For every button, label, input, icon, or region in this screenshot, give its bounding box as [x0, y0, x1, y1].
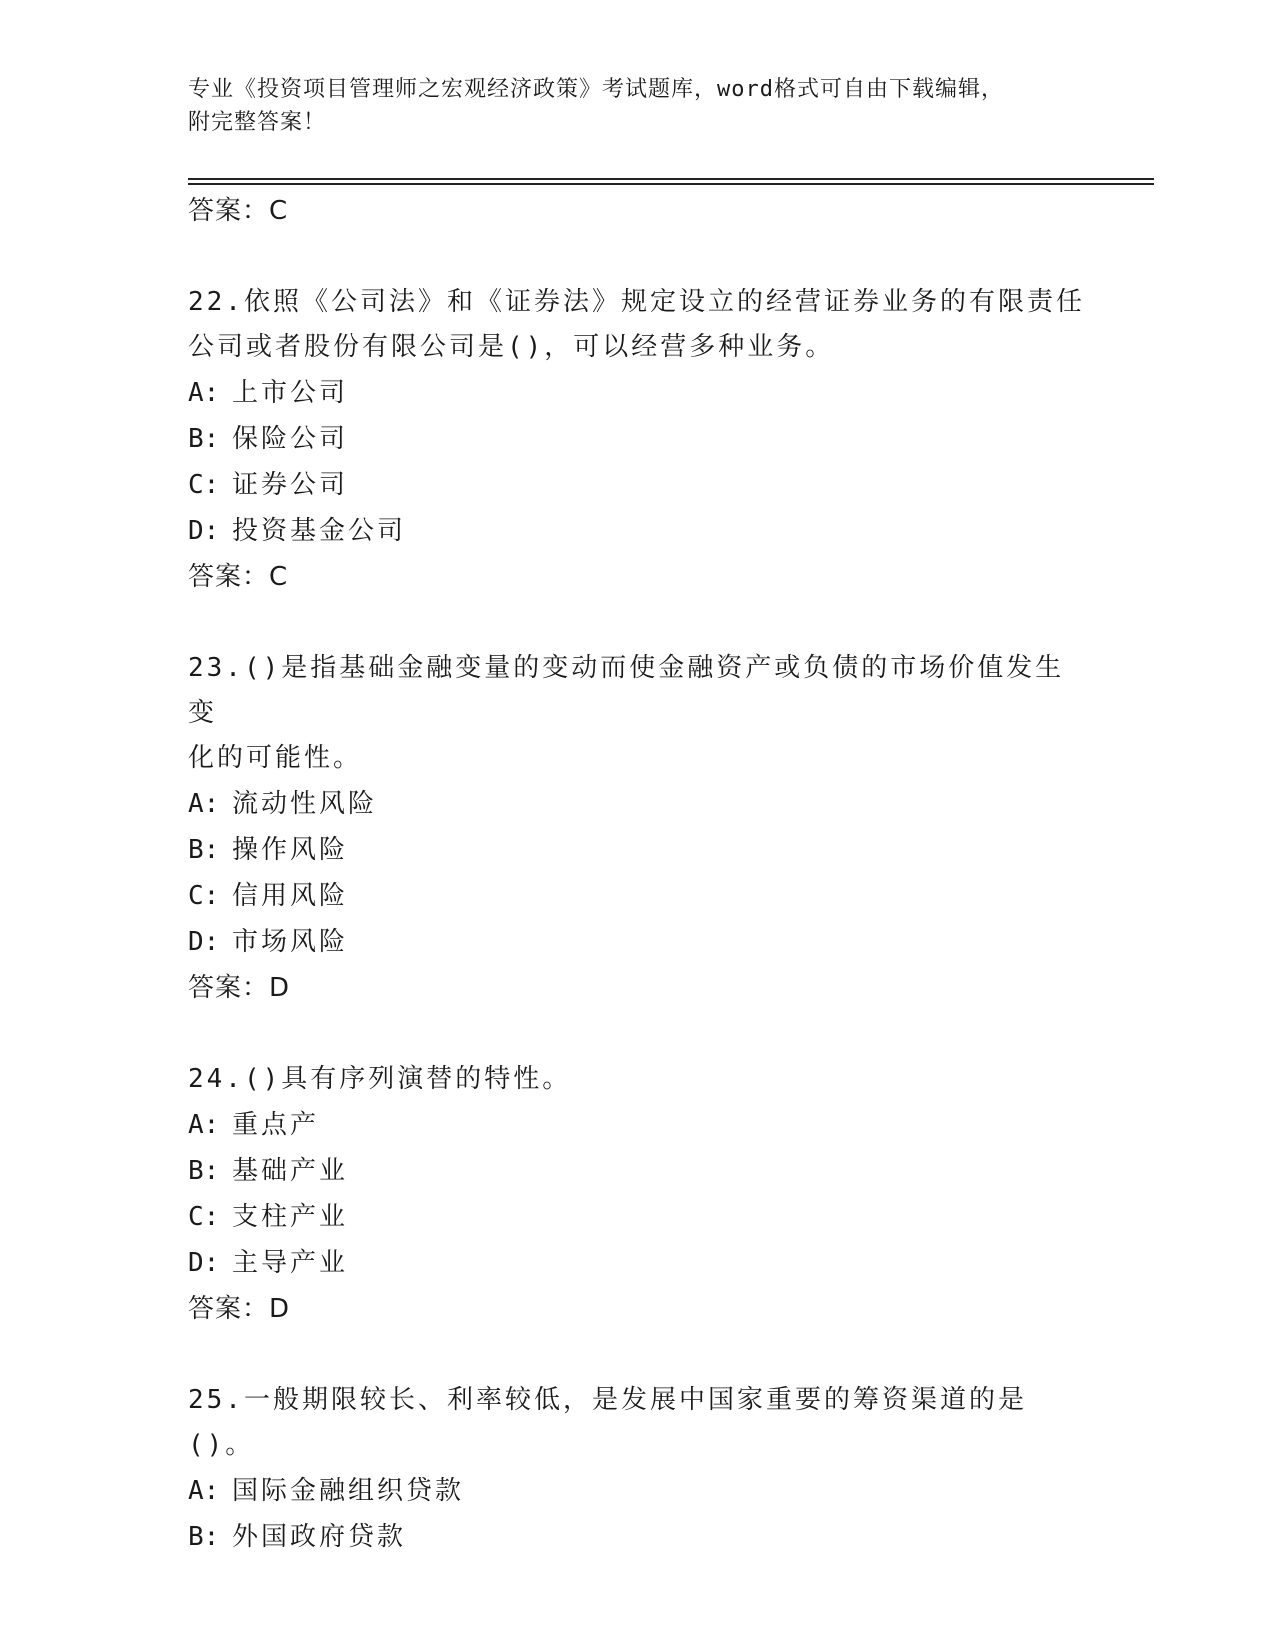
question-text	[188, 646, 1088, 781]
answer-line: 答案：C	[188, 562, 289, 592]
question-text-line: 化的可能性。	[188, 743, 363, 773]
option-text: 支柱产业	[232, 1202, 349, 1232]
answer-line: 答案：C	[188, 196, 289, 226]
option-text: 保险公司	[232, 424, 349, 454]
option-text: 上市公司	[232, 378, 349, 408]
question-text-line: 24.()具有序列演替的特性。	[188, 1064, 572, 1094]
option-c	[188, 462, 1088, 508]
option-key: A:	[188, 789, 220, 819]
option-key: C:	[188, 470, 220, 500]
option-d	[188, 919, 1088, 965]
answer-line: 答案：D	[188, 1294, 291, 1324]
option-key: D:	[188, 927, 220, 957]
question-text	[188, 1057, 1088, 1102]
option-a	[188, 1468, 1088, 1514]
header-rule-bottom	[188, 183, 1154, 185]
question-text-line: 23.()是指基础金融变量的变动而使金融资产或负债的市场价值发生变	[188, 653, 1065, 728]
option-d	[188, 1240, 1088, 1286]
option-key: D:	[188, 516, 220, 546]
question-25	[188, 1378, 1088, 1560]
option-key: A:	[188, 1476, 220, 1506]
option-text: 重点产	[232, 1110, 320, 1140]
question-text-line: 公司或者股份有限公司是()，可以经营多种业务。	[188, 332, 835, 362]
option-key: B:	[188, 1522, 220, 1552]
question-text	[188, 280, 1088, 370]
question-text-line: 22.依照《公司法》和《证券法》规定设立的经营证券业务的有限责任	[188, 287, 1085, 317]
option-d	[188, 508, 1088, 554]
header-line-1: 专业《投资项目管理师之宏观经济政策》考试题库，word格式可自由下载编辑，	[188, 77, 1004, 102]
option-b	[188, 1148, 1088, 1194]
option-key: C:	[188, 881, 220, 911]
option-key: B:	[188, 1156, 220, 1186]
question-24	[188, 1057, 1088, 1332]
option-text: 国际金融组织贷款	[232, 1476, 465, 1506]
option-text: 市场风险	[232, 927, 349, 957]
option-text: 外国政府贷款	[232, 1522, 407, 1552]
document-body	[188, 188, 1088, 1560]
option-text: 操作风险	[232, 835, 349, 865]
header-line-2: 附完整答案！	[188, 110, 327, 135]
option-key: A:	[188, 1110, 220, 1140]
option-b	[188, 827, 1088, 873]
option-a	[188, 370, 1088, 416]
question-text	[188, 1378, 1088, 1468]
header-rule-top	[188, 178, 1154, 180]
option-key: A:	[188, 378, 220, 408]
option-text: 主导产业	[232, 1248, 349, 1278]
option-text: 基础产业	[232, 1156, 349, 1186]
document-header	[188, 73, 1068, 139]
option-key: B:	[188, 835, 220, 865]
option-a	[188, 1102, 1088, 1148]
question-22	[188, 280, 1088, 600]
question-text-line: 25.一般期限较长、利率较低，是发展中国家重要的筹资渠道的是()。	[188, 1385, 1027, 1460]
option-b	[188, 416, 1088, 462]
option-key: C:	[188, 1202, 220, 1232]
option-text: 证券公司	[232, 470, 349, 500]
option-b	[188, 1514, 1088, 1560]
question-23	[188, 646, 1088, 1011]
option-text: 投资基金公司	[232, 516, 407, 546]
option-c	[188, 873, 1088, 919]
answer-line: 答案：D	[188, 973, 291, 1003]
option-key: D:	[188, 1248, 220, 1278]
option-text: 流动性风险	[232, 789, 378, 819]
option-a	[188, 781, 1088, 827]
option-text: 信用风险	[232, 881, 349, 911]
option-key: B:	[188, 424, 220, 454]
option-c	[188, 1194, 1088, 1240]
